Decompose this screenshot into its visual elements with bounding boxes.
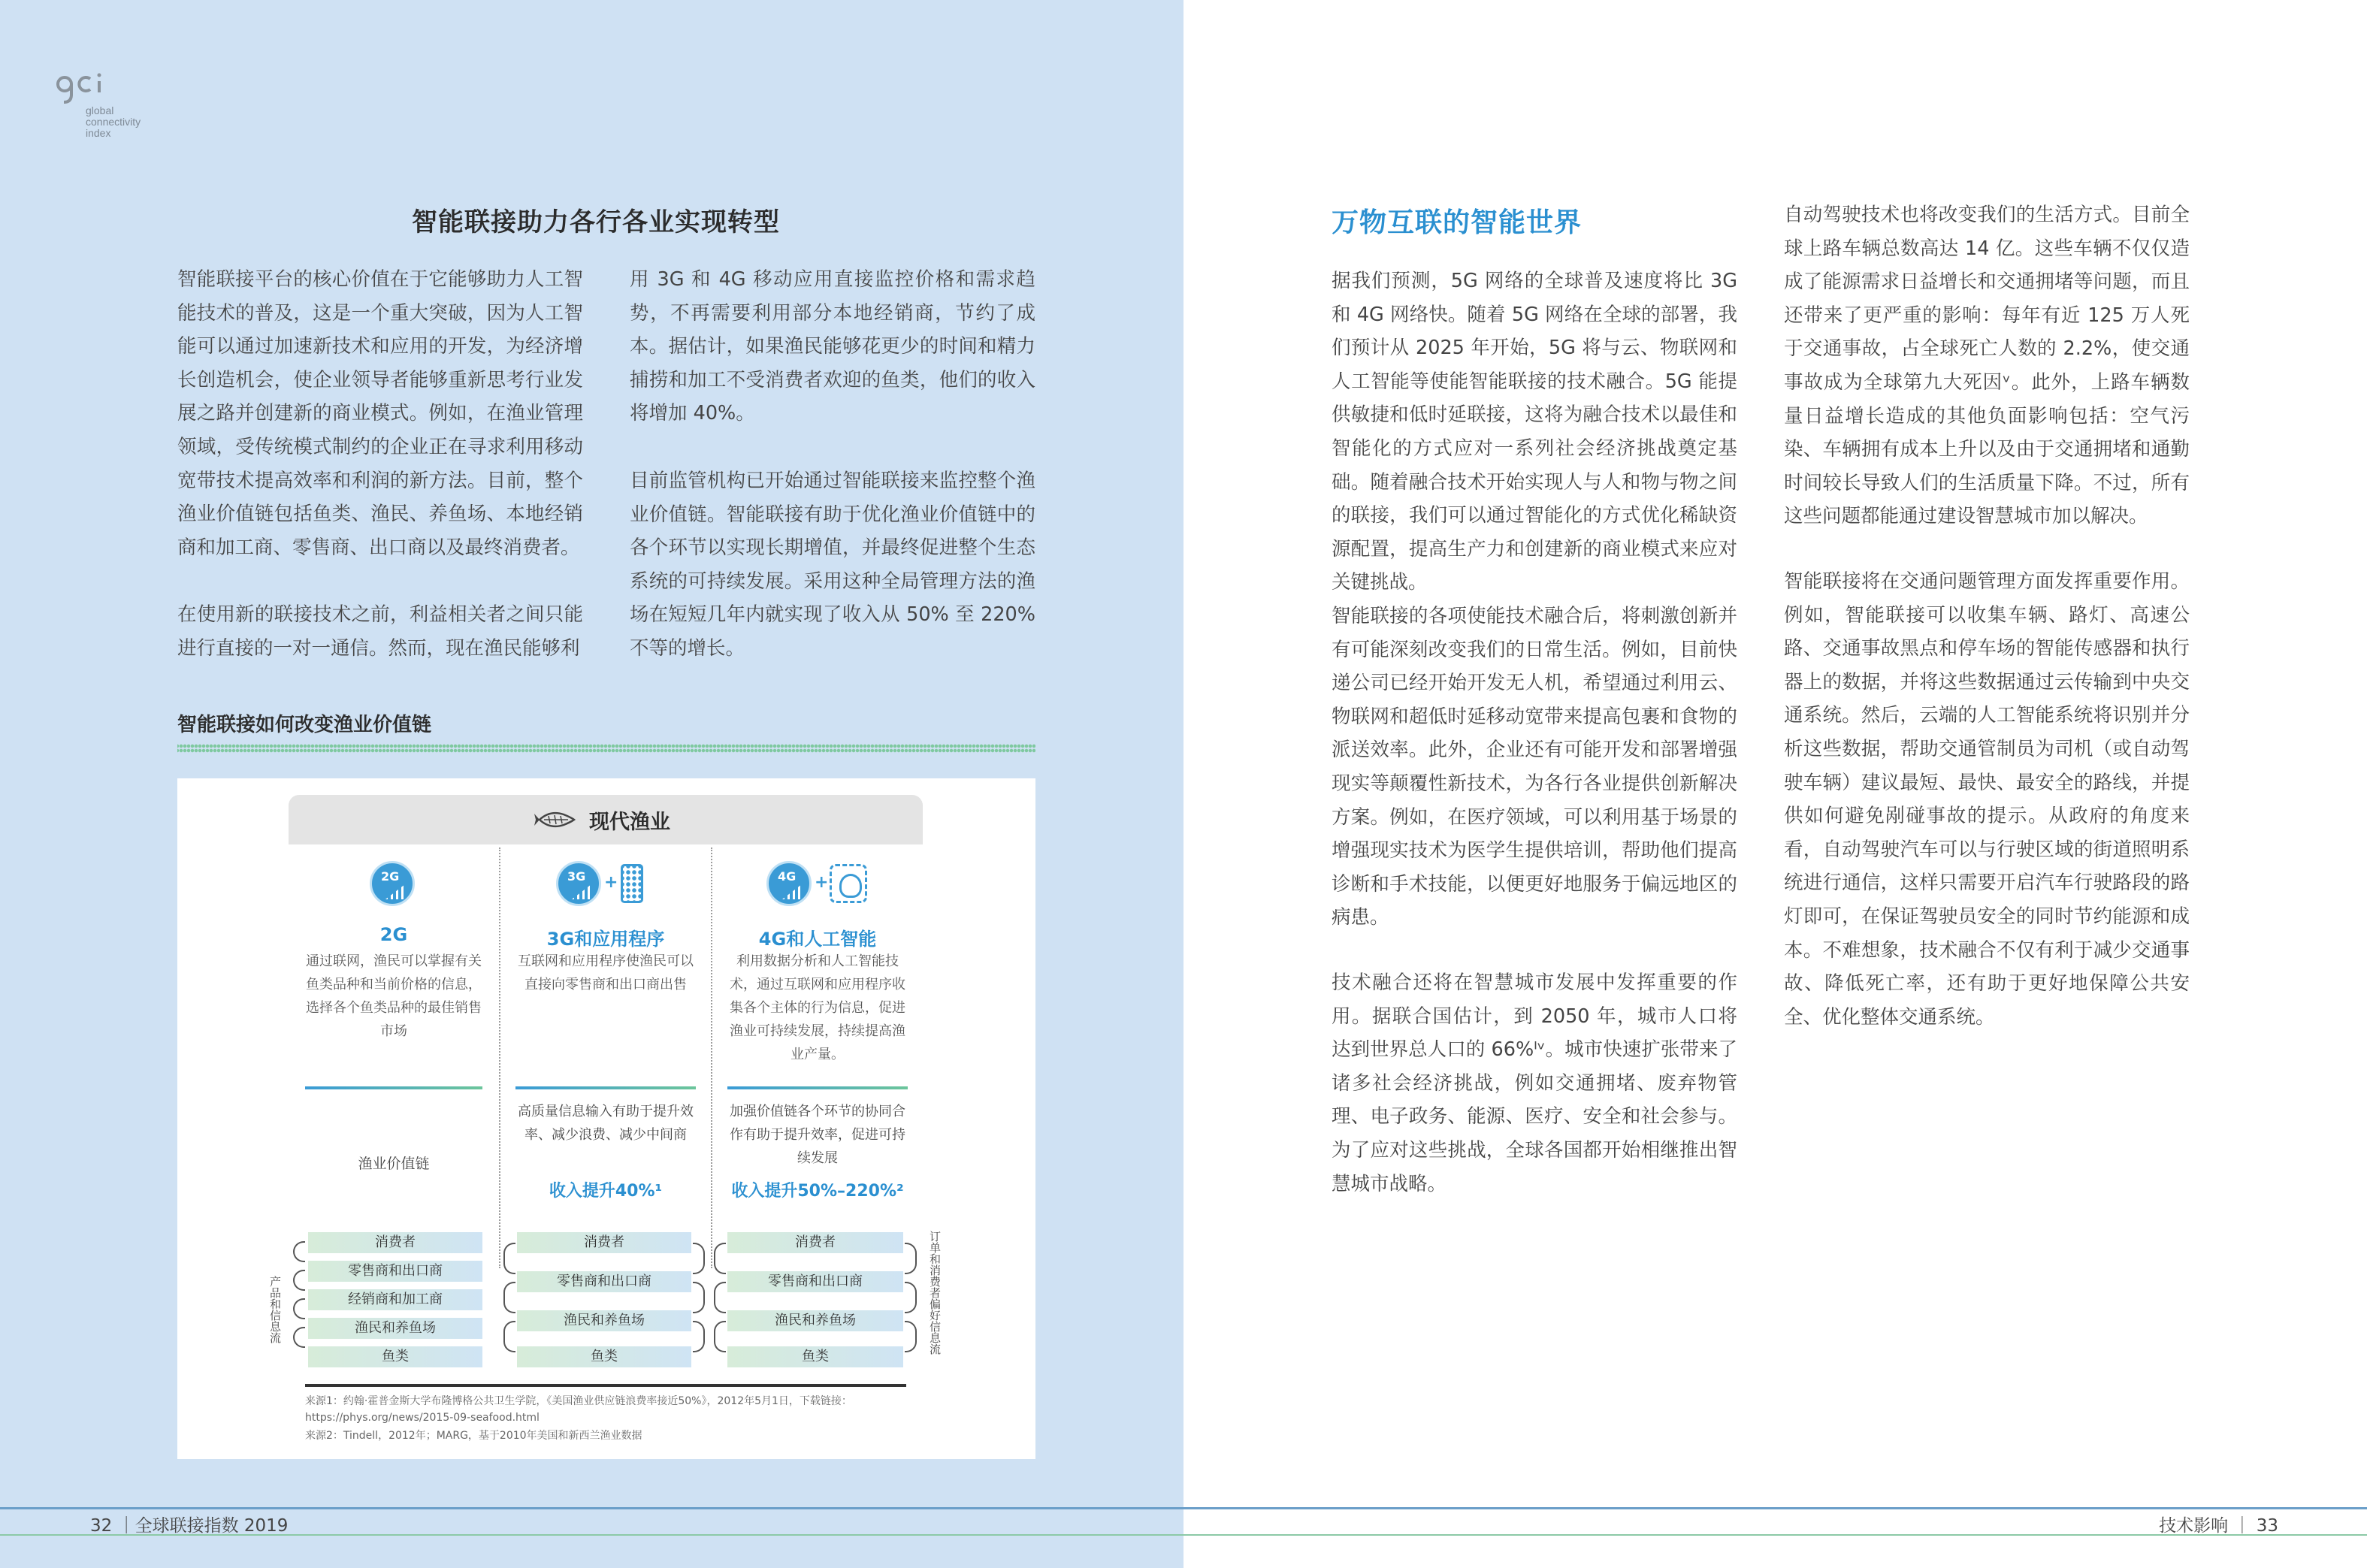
benefit-text: 高质量信息输入有助于提升效率、减少浪费、减少中间商 — [518, 1104, 694, 1143]
body-paragraph: 在使用新的联接技术之前，利益相关者之间只能进行直接的一对一通信。然而，现在渔民能够利 — [177, 603, 583, 660]
flow-arrow — [905, 1243, 917, 1274]
source-divider — [305, 1384, 906, 1387]
footer-rule — [0, 1507, 1184, 1509]
flow-arrow — [905, 1282, 917, 1313]
flow-arrow — [693, 1282, 705, 1313]
flow-arrow — [503, 1282, 515, 1313]
body-paragraph: 目前监管机构已开始通过智能联接来监控整个渔业价值链。智能联接有助于优化渔业价值链中的各个环节以实现长期增值，并最终促进整个生态系统的可持续发展。采用这种全局管理方法的渔场在短短几年内就实现了收入从 50% 至 220% 不等的增长。 — [630, 470, 1035, 660]
body-paragraph: 技术融合还将在智慧城市发展中发挥重要的作用。据联合国估计，到 2050 年，城市人口将达到世界总人口的 66%ᴵᵛ。城市快速扩张带来了诸多社会经济挑战，例如交通拥堵、废弃物管理、电子政务、能源、医疗、安全和社会参与。为了应对这些挑战，全球各国都开始相继推出智慧城市战略。 — [1332, 971, 1737, 1195]
source-link[interactable]: https://phys.org/news/2015-09-seafood.html — [305, 1412, 540, 1424]
column-description: 互联网和应用程序使渔民可以直接向零售商和出口商出售 — [518, 953, 694, 992]
chain-item: 零售商和出口商 — [517, 1271, 691, 1292]
section-heading: 万物互联的智能世界 — [1332, 207, 1583, 238]
gci-logo — [56, 72, 176, 147]
chain-item: 消费者 — [308, 1232, 482, 1253]
page-number-left: 32 ｜全球联接指数 2019 — [90, 1516, 289, 1536]
flow-arrow — [714, 1243, 726, 1274]
chain-item: 零售商和出口商 — [727, 1271, 903, 1292]
2g-signal-icon: 2G — [370, 861, 415, 906]
gci-logo-icon — [56, 72, 108, 107]
chain-item: 渔民和养鱼场 — [308, 1318, 482, 1339]
body-paragraph: 自动驾驶技术也将改变我们的生活方式。目前全球上路车辆总数高达 14 亿。这些车辆不仅仅造成了能源需求日益增长和交通拥堵等问题，而且还带来了更严重的影响：每年有近 125 万人死于交通事故，占全球死亡人数的 2.2%，使交通事故成为全球第九大死因ᵛ。此外，上路车辆数量日益增长造成的其他负面影响包括：空气污染、车辆拥有成本上升以及由于交通拥堵和通勤时间较长导致人们的生活质量下降。不过，所有这些问题都能通过建设智慧城市加以解决。 — [1784, 204, 2190, 528]
flow-arrow — [693, 1243, 705, 1274]
ai-brain-icon — [830, 864, 867, 903]
body-paragraph: 智能联接的各项使能技术融合后，将刺激创新并有可能深刻改变我们的日常生活。例如，目前快递公司已经开始开发无人机，希望通过利用云、物联网和超低时延移动宽带来提高包裹和食物的派送效率。此外，企业还有可能开发和部署增强现实等颠覆性新技术，为各行各业提供创新解决方案。例如，在医疗领域，可以利用基于场景的增强现实技术为医学生提供培训，帮助他们提高诊断和手术技能，以便更好地服务于偏远地区的病患。 — [1332, 605, 1737, 929]
column-separator — [499, 847, 500, 1268]
body-paragraph: 据我们预测，5G 网络的全球普及速度将比 3G 和 4G 网络快。随着 5G 网络在全球的部署，我们预计从 2025 年开始，5G 将与云、物联网和人工智能等使能智能联接的技术融合。5G 能提供敏捷和低时延联接，这将为融合技术以最佳和智能化的方式应对一系列社会经济挑战奠定基础。随着融合技术开始实现人与人和物与物之间的联接，我们可以通过智能化的方式优化稀缺资源配置，提高生产力和创建新的商业模式来应对关键挑战。 — [1332, 270, 1737, 594]
flow-arrow — [503, 1321, 515, 1352]
plus-icon: + — [604, 873, 618, 892]
page-number-right: 技术影响 ｜ 33 — [2159, 1516, 2278, 1536]
chain-item: 鱼类 — [517, 1346, 691, 1367]
mobile-app-icon — [621, 864, 643, 903]
source-note: 来源1：约翰·霍普金斯大学布隆博格公共卫生学院，《美国渔业供应链浪费率接近50%》，2012年5月1日，下载链接： — [305, 1395, 852, 1407]
footer-rule — [1184, 1507, 2367, 1509]
income-gain: 收入提升50%–220%² — [731, 1182, 904, 1201]
dotted-divider — [177, 744, 1035, 753]
income-gain: 收入提升40%¹ — [549, 1182, 663, 1201]
column-rule — [727, 1086, 908, 1089]
flow-arrow — [714, 1321, 726, 1352]
chain-item: 鱼类 — [308, 1346, 482, 1367]
chain-item: 渔民和养鱼场 — [517, 1310, 691, 1331]
flow-arrow — [293, 1298, 305, 1319]
column-title: 4G和人工智能 — [758, 929, 877, 950]
4g-signal-icon: 4G — [766, 861, 812, 906]
flow-arrow — [503, 1243, 515, 1274]
figure-heading: 智能联接如何改变渔业价值链 — [177, 714, 432, 736]
column-title: 2G — [379, 924, 408, 945]
flow-arrow — [714, 1282, 726, 1313]
order-preference-flow-label: 订单和消费者偏好信息流 — [928, 1231, 942, 1355]
product-info-flow-label: 产品和信息流 — [268, 1276, 282, 1343]
diagram-title: 现代渔业 — [589, 811, 670, 834]
chain-item: 消费者 — [727, 1232, 903, 1253]
chain-item: 零售商和出口商 — [308, 1261, 482, 1282]
body-paragraph: 用 3G 和 4G 移动应用直接监控价格和需求趋势，不再需要利用部分本地经销商，节约了成本。据估计，如果渔民能够花更少的时间和精力捕捞和加工不受消费者欢迎的鱼类，他们的收入将增加 40%。 — [630, 268, 1035, 425]
flow-arrow — [905, 1321, 917, 1352]
column-rule — [305, 1086, 482, 1089]
fish-icon — [534, 807, 580, 832]
section-heading: 智能联接助力各行各业实现转型 — [412, 207, 780, 237]
flow-arrow — [293, 1327, 305, 1348]
flow-arrow — [693, 1321, 705, 1352]
column-description: 利用数据分析和人工智能技术，通过互联网和应用程序收集各个主体的行为信息，促进渔业可持续发展，持续提高渔业产量。 — [730, 953, 905, 1062]
column-title: 3G和应用程序 — [546, 929, 665, 950]
body-paragraph: 智能联接将在交通问题管理方面发挥重要作用。例如，智能联接可以收集车辆、路灯、高速公路、交通事故黑点和停车场的智能传感器和执行器上的数据，并将这些数据通过云传输到中央交通系统。然后，云端的人工智能系统将识别并分析这些数据，帮助交通管制员为司机（或自动驾驶车辆）建议最短、最快、最安全的路线，并提供如何避免剐碰事故的提示。从政府的角度来看，自动驾驶汽车可以与行驶区域的街道照明系统进行通信，这样只需要开启汽车行驶路段的路灯即可，在保证驾驶员安全的同时节约能源和成本。不难想象，技术融合不仅有利于减少交通事故、降低死亡率，还有助于更好地保障公共安全、优化整体交通系统。 — [1784, 570, 2190, 1029]
3g-signal-icon: 3G — [556, 861, 601, 906]
value-chain-label: 渔业价值链 — [358, 1156, 430, 1172]
source-note: 来源2：Tindell，2012年；MARG，基于2010年美国和新西兰渔业数据 — [305, 1430, 642, 1442]
chain-item: 渔民和养鱼场 — [727, 1310, 903, 1331]
flow-arrow — [293, 1270, 305, 1291]
fishery-figure — [177, 778, 1035, 1459]
column-separator — [711, 847, 712, 1268]
chain-item: 消费者 — [517, 1232, 691, 1253]
benefit-text: 加强价值链各个环节的协同合作有助于提升效率，促进可持续发展 — [730, 1104, 905, 1166]
gci-logo-wordmark: global connectivity index — [86, 104, 141, 139]
plus-icon: + — [815, 873, 829, 892]
fishery-diagram — [268, 795, 942, 1442]
column-rule — [515, 1086, 696, 1089]
column-description: 通过联网，渔民可以掌握有关鱼类品种和当前价格的信息，选择各个鱼类品种的最佳销售市场 — [306, 953, 482, 1039]
flow-arrow — [293, 1241, 305, 1262]
body-paragraph: 智能联接平台的核心价值在于它能够助力人工智能技术的普及，这是一个重大突破，因为人工智能可以通过加速新技术和应用的开发，为经济增长创造机会，使企业领导者能够重新思考行业发展之路并创建新的商业模式。例如，在渔业管理领域，受传统模式制约的企业正在寻求利用移动宽带技术提高效率和利润的新方法。目前，整个渔业价值链包括鱼类、渔民、养鱼场、本地经销商和加工商、零售商、出口商以及最终消费者。 — [177, 268, 583, 559]
chain-item: 鱼类 — [727, 1346, 903, 1367]
chain-item: 经销商和加工商 — [308, 1289, 482, 1310]
